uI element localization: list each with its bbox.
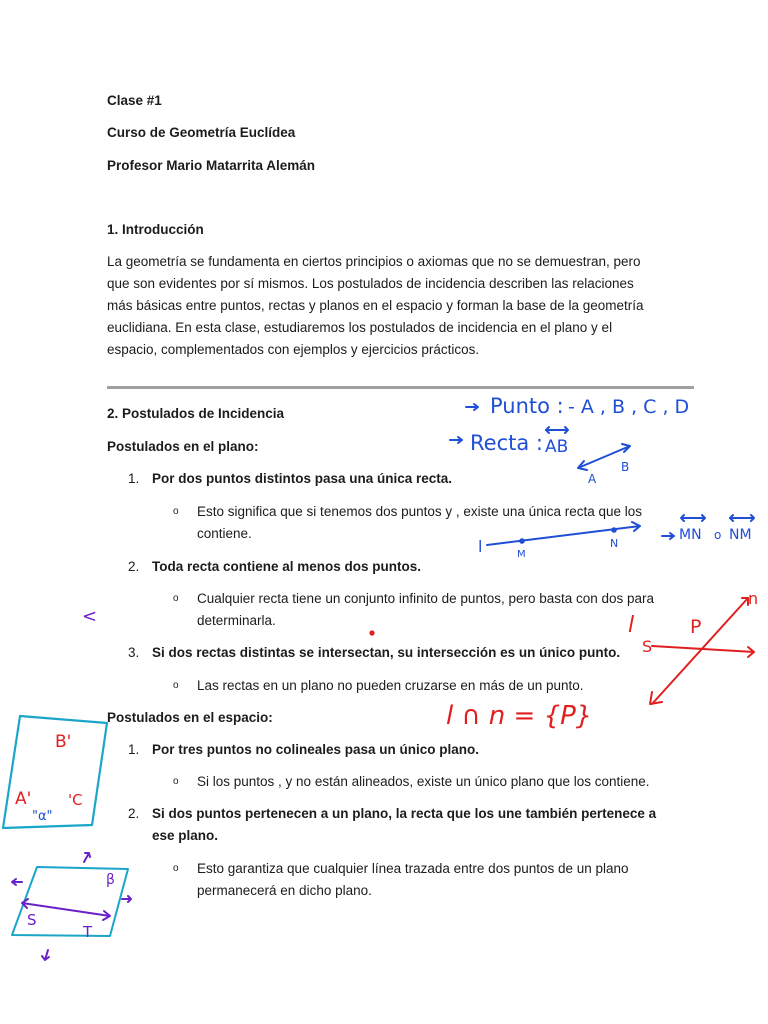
bullet-arrow-icon bbox=[450, 437, 462, 443]
bullet-icon: o bbox=[173, 776, 179, 787]
arrow-up-icon bbox=[84, 853, 90, 862]
annotation-red-n: n bbox=[748, 589, 759, 608]
arrow-right-icon bbox=[122, 896, 131, 902]
course-title: Curso de Geometría Euclídea bbox=[107, 125, 296, 140]
annotation-nm: NM bbox=[729, 527, 752, 543]
annotation-mn: MN bbox=[679, 527, 702, 543]
postulate-item: Si dos puntos pertenecen a un plano, la recta que los une también pertenece a bbox=[152, 806, 657, 821]
plane-beta-outline bbox=[12, 867, 128, 936]
annotation-plane-c: 'C bbox=[68, 791, 83, 809]
intro-line: espacio, complementados con ejemplos y ejercicios prácticos. bbox=[107, 342, 480, 357]
space-postulates-heading: Postulados en el espacio: bbox=[107, 710, 273, 725]
annotation-point-n: N bbox=[610, 537, 619, 550]
list-number: 3. bbox=[128, 645, 140, 660]
incidence-heading: 2. Postulados de Incidencia bbox=[107, 406, 285, 421]
annotation-plane-b: B' bbox=[55, 732, 72, 752]
plane-beta-sketch bbox=[12, 853, 131, 960]
annotation-plane-beta: β bbox=[106, 872, 115, 888]
postulate-explanation: contiene. bbox=[197, 526, 252, 541]
postulate-explanation: Cualquier recta tiene un conjunto infinito de puntos, pero basta con dos para bbox=[197, 591, 655, 606]
annotation-plane-a: A' bbox=[15, 789, 32, 809]
annotation-line-l: l bbox=[478, 537, 483, 556]
nm-overarrow-icon bbox=[730, 515, 754, 521]
bullet-icon: o bbox=[173, 506, 179, 517]
postulate-explanation: Esto significa que si tenemos dos puntos y , existe una única recta que los bbox=[197, 504, 643, 519]
bullet-icon: o bbox=[173, 863, 179, 874]
ab-line bbox=[578, 444, 630, 470]
intro-line: más básicas entre puntos, rectas y planos en el espacio y forman la base de la geometría bbox=[107, 298, 644, 313]
postulate-item: Si dos rectas distintas se intersectan, su intersección es un único punto. bbox=[152, 645, 621, 660]
postulate-item: Por dos puntos distintos pasa una única recta. bbox=[152, 471, 453, 486]
annotation-red-l: l bbox=[628, 613, 635, 638]
list-number: 1. bbox=[128, 471, 140, 486]
plane-postulates-heading: Postulados en el plano: bbox=[107, 439, 259, 454]
annotation-recta: Recta : bbox=[470, 431, 543, 455]
plane-alpha-sketch bbox=[3, 716, 107, 828]
annotation-red-p: P bbox=[690, 616, 702, 638]
postulate-explanation: Esto garantiza que cualquier línea trazada entre dos puntos de un plano bbox=[197, 861, 629, 876]
postulate-explanation: Las rectas en un plano no pueden cruzarse en más de un punto. bbox=[197, 678, 584, 693]
intro-heading: 1. Introducción bbox=[107, 222, 204, 237]
horizontal-divider bbox=[107, 386, 694, 389]
postulate-item: Por tres puntos no colineales pasa un único plano. bbox=[152, 742, 480, 757]
annotation-plane-t: T bbox=[83, 923, 93, 941]
annotation-plane-alpha: "α" bbox=[32, 809, 53, 824]
annotation-point-m: M bbox=[517, 549, 526, 560]
postulate-explanation: determinarla. bbox=[197, 613, 276, 628]
list-number: 2. bbox=[128, 806, 140, 821]
arrow-down-icon bbox=[42, 950, 49, 960]
annotation-point-a: A bbox=[588, 472, 597, 486]
bullet-icon: o bbox=[173, 680, 179, 691]
list-number: 2. bbox=[128, 559, 140, 574]
postulate-explanation: permanecerá en dicho plano. bbox=[197, 883, 372, 898]
list-number: 1. bbox=[128, 742, 140, 757]
postulate-explanation: Si los puntos , y no están alineados, existe un único plano que los contiene. bbox=[197, 774, 650, 789]
annotation-red-s: S bbox=[642, 637, 653, 656]
annotation-intersection: l ∩ n = {P} bbox=[446, 701, 593, 731]
annotation-plane-s: S bbox=[27, 911, 37, 929]
intro-line: La geometría se fundamenta en ciertos principios o axiomas que no se demuestran, pero bbox=[107, 254, 641, 269]
postulate-item-continued: ese plano. bbox=[152, 828, 219, 843]
annotation-ab: AB bbox=[545, 437, 569, 457]
postulate-item: Toda recta contiene al menos dos puntos. bbox=[152, 559, 422, 574]
class-number: Clase #1 bbox=[107, 93, 162, 108]
annotation-o: o bbox=[714, 528, 722, 542]
annotation-purple-lt: < bbox=[82, 606, 98, 627]
line-st bbox=[22, 899, 110, 920]
bullet-icon: o bbox=[173, 593, 179, 604]
arrow-left-icon bbox=[12, 879, 22, 885]
ab-overarrow-icon bbox=[546, 427, 568, 433]
plane-alpha-labels bbox=[15, 732, 83, 824]
annotation-punto-list: - A , B , C , D bbox=[568, 396, 690, 418]
plane-alpha-outline bbox=[3, 716, 107, 828]
intro-line: que son evidentes por sí mismos. Los postulados de incidencia describen las relaciones bbox=[107, 276, 634, 291]
bullet-arrow-icon bbox=[466, 404, 478, 410]
annotation-point-b: B bbox=[621, 460, 630, 474]
professor-name: Profesor Mario Matarrita Alemán bbox=[107, 158, 316, 173]
annotation-punto: Punto : bbox=[490, 394, 564, 418]
plane-beta-labels bbox=[27, 872, 115, 941]
intro-line: euclidiana. En esta clase, estudiaremos los postulados de incidencia en el plano y el bbox=[107, 320, 613, 335]
